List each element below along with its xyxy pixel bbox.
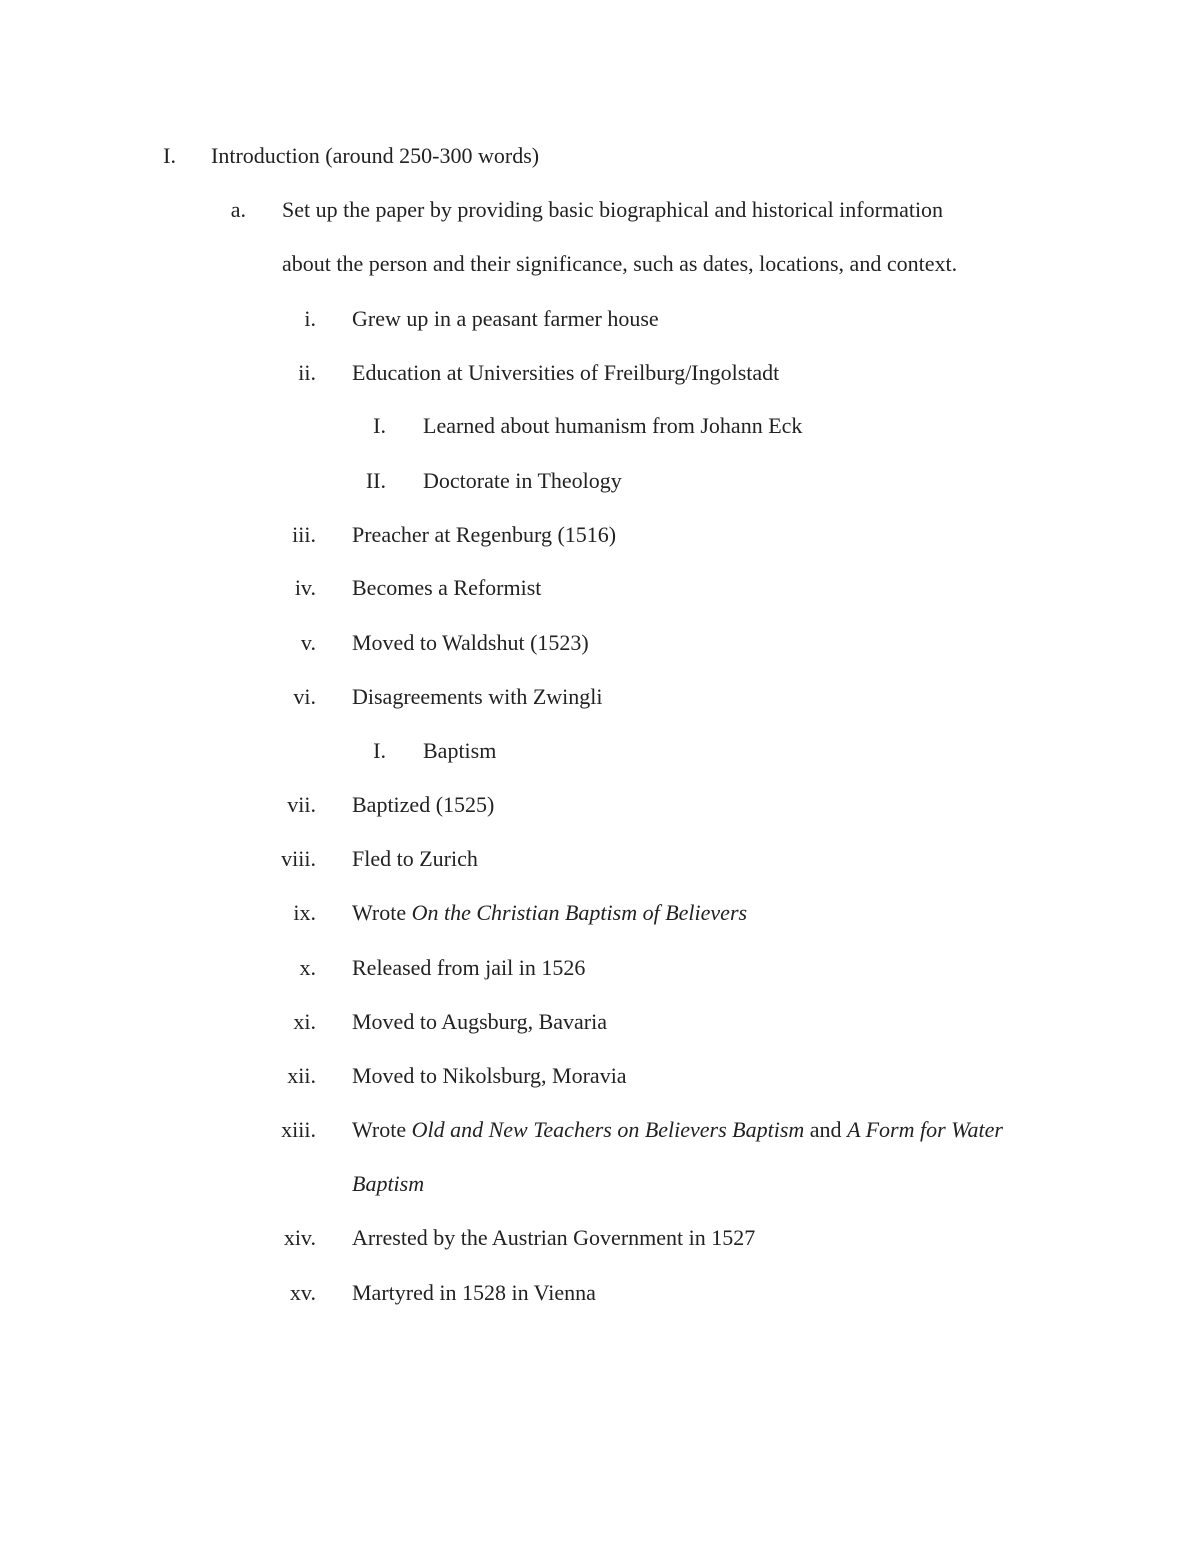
outline-text: Set up the paper by providing basic biographical and historical information <box>282 197 944 222</box>
outline-text: Baptized (1525) <box>352 792 495 817</box>
outline-item-a <box>0 190 1200 230</box>
outline-marker: ix. <box>293 900 316 925</box>
outline-marker: xiv. <box>283 1225 316 1250</box>
outline-text: Grew up in a peasant farmer house <box>352 306 659 331</box>
outline-text: Moved to Augsburg, Bavaria <box>352 1009 608 1034</box>
outline-item-viii <box>0 839 1200 879</box>
plain-text: Wrote <box>352 900 412 925</box>
outline-item-vi-I <box>0 731 1200 771</box>
outline-item-a-continued <box>0 244 1200 284</box>
outline-text: Doctorate in Theology <box>423 468 622 493</box>
outline-marker: x. <box>299 955 316 980</box>
outline-marker: a. <box>230 197 246 222</box>
outline-item-v <box>0 623 1200 663</box>
outline-marker: vi. <box>293 684 316 709</box>
plain-text: Wrote <box>352 1117 412 1142</box>
outline-marker: vii. <box>287 792 316 817</box>
outline-item-xiii-continued <box>0 1164 1200 1204</box>
outline-text: Moved to Nikolsburg, Moravia <box>352 1063 627 1088</box>
outline-marker: iii. <box>292 522 316 547</box>
outline-text: Preacher at Regenburg (1516) <box>352 522 617 547</box>
outline-text <box>352 1110 1003 1150</box>
outline-item-I <box>0 136 1200 176</box>
outline-text <box>352 893 747 933</box>
italic-title: On the Christian Baptism of Believers <box>411 900 748 925</box>
outline-text: Learned about humanism from Johann Eck <box>423 413 803 438</box>
outline-marker: xv. <box>289 1280 316 1305</box>
outline-marker: v. <box>300 630 316 655</box>
outline-item-xi <box>0 1002 1200 1042</box>
outline-item-ii <box>0 353 1200 393</box>
outline-item-ix <box>0 893 1200 933</box>
outline-marker: I. <box>163 143 176 168</box>
outline-item-x <box>0 948 1200 988</box>
outline-item-ii-I <box>0 406 1200 446</box>
outline-item-i <box>0 299 1200 339</box>
outline-text: Introduction (around 250-300 words) <box>211 143 540 168</box>
outline-marker: II. <box>365 468 386 493</box>
outline-marker: I. <box>373 738 386 763</box>
outline-text: Released from jail in 1526 <box>352 955 586 980</box>
outline-item-vii <box>0 785 1200 825</box>
outline-text: about the person and their significance, such as dates, locations, and context. <box>282 251 958 276</box>
outline-marker: I. <box>373 413 386 438</box>
outline-marker: iv. <box>294 575 316 600</box>
outline-text: Becomes a Reformist <box>352 575 542 600</box>
outline-item-iii <box>0 515 1200 555</box>
plain-text: and <box>804 1117 848 1142</box>
outline-text: Baptism <box>423 738 497 763</box>
outline-marker: i. <box>304 306 316 331</box>
italic-title: A Form for Water <box>847 1117 1003 1142</box>
italic-title: Old and New Teachers on Believers Baptism <box>411 1117 805 1142</box>
outline-text: Moved to Waldshut (1523) <box>352 630 589 655</box>
outline-item-xv <box>0 1273 1200 1313</box>
outline-marker: xiii. <box>281 1117 316 1142</box>
outline-item-xii <box>0 1056 1200 1096</box>
outline-marker: xii. <box>287 1063 316 1088</box>
outline-item-ii-II <box>0 461 1200 501</box>
outline-text: Education at Universities of Freilburg/Ingolstadt <box>352 360 780 385</box>
outline-item-xiv <box>0 1218 1200 1258</box>
outline-item-iv <box>0 568 1200 608</box>
outline-text: Fled to Zurich <box>352 846 478 871</box>
outline-marker: xi. <box>293 1009 316 1034</box>
italic-title: Baptism <box>352 1171 425 1196</box>
outline-item-vi <box>0 677 1200 717</box>
outline-item-xiii <box>0 1110 1200 1150</box>
outline-marker: viii. <box>281 846 316 871</box>
outline-text: Arrested by the Austrian Government in 1527 <box>352 1225 756 1250</box>
outline-text: Martyred in 1528 in Vienna <box>352 1280 596 1305</box>
outline-text: Disagreements with Zwingli <box>352 684 603 709</box>
outline-marker: ii. <box>298 360 316 385</box>
